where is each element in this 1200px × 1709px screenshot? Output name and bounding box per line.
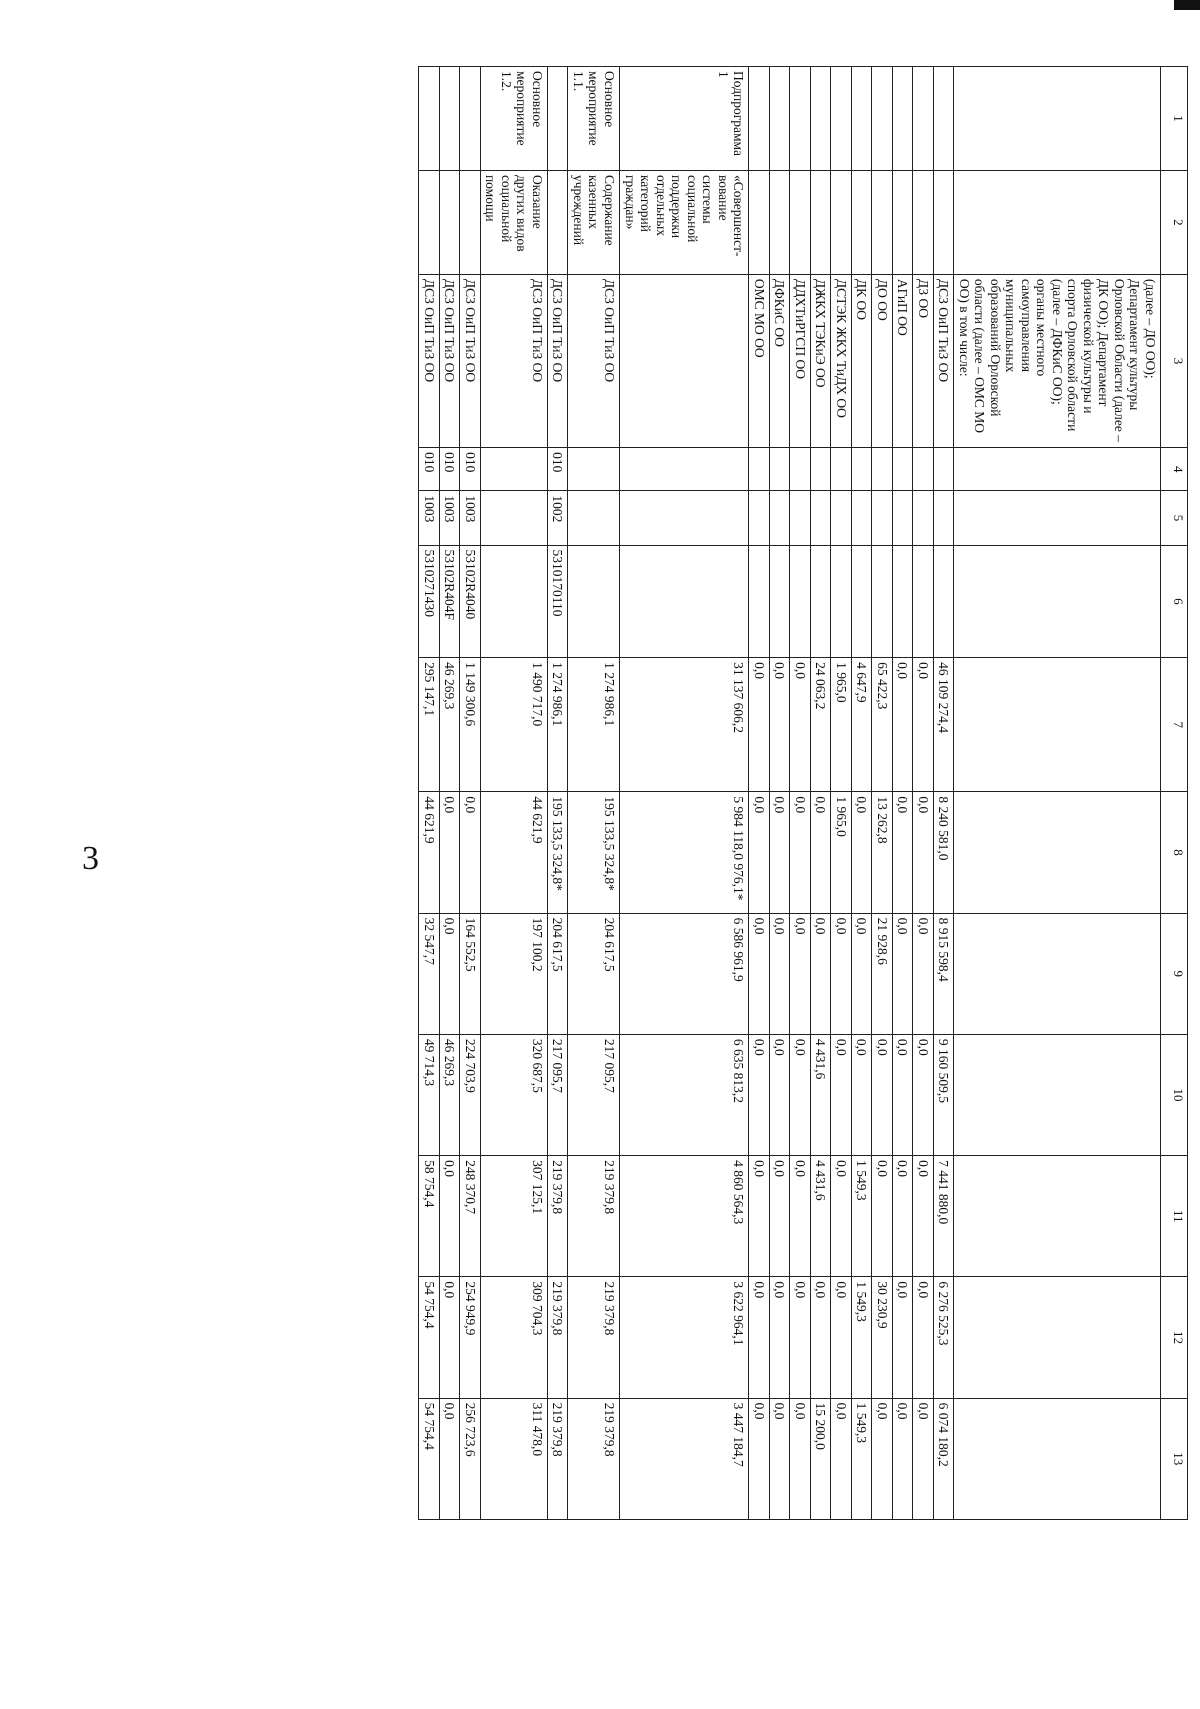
table-cell: ДСТЭК ЖКХ ТиДХ ОО [831,274,852,447]
table-cell: 1 490 717,0 [480,658,547,792]
table-cell: 21 928,6 [872,913,893,1034]
table-cell: 010 [439,448,460,491]
table-cell [790,491,811,545]
table-cell [749,448,770,491]
table-cell: 0,0 [810,792,831,913]
table-cell [954,658,1161,792]
table-cell [872,545,893,658]
table-cell [419,170,440,274]
table-cell: 1 274 986,1 [568,658,620,792]
table-cell [892,170,913,274]
table-cell: 0,0 [810,913,831,1034]
table-row [460,67,481,1520]
table-cell: 197 100,2 [480,913,547,1034]
table-cell: ДО ОО [872,274,893,447]
table-cell: 1003 [439,491,460,545]
table-cell: 0,0 [769,1398,790,1519]
table-cell: 46 269,3 [439,658,460,792]
table-cell [480,545,547,658]
table-cell: 6 635 813,2 [620,1034,749,1155]
table-cell [810,491,831,545]
table-cell: 0,0 [872,1034,893,1155]
table-cell [892,491,913,545]
column-number-cell: 3 [1161,274,1188,447]
table-cell [872,491,893,545]
table-cell [933,170,954,274]
column-number-cell: 11 [1161,1156,1188,1277]
table-cell: 49 714,3 [419,1034,440,1155]
table-cell: 0,0 [769,792,790,913]
table-cell: ДЖКХ ТЭКиЭ ОО [810,274,831,447]
table-cell: ДСЗ ОиП ТиЗ ОО [547,274,568,447]
table-cell: 4 431,6 [810,1034,831,1155]
table-cell: 0,0 [749,792,770,913]
table-cell: 58 754,4 [419,1156,440,1277]
table-cell: 4 860 564,3 [620,1156,749,1277]
table-cell: 0,0 [872,1156,893,1277]
table-row [913,67,934,1520]
table-cell: 0,0 [913,1398,934,1519]
table-cell: 219 379,8 [568,1277,620,1398]
table-cell: 5 984 118,0 976,1* [620,792,749,913]
table-cell: ДСЗ ОиП ТиЗ ОО [419,274,440,447]
table-cell [851,170,872,274]
table-cell: 6 074 180,2 [933,1398,954,1519]
table-cell [480,491,547,545]
table-cell [913,170,934,274]
table-cell: 217 095,7 [547,1034,568,1155]
table-cell: 0,0 [831,913,852,1034]
table-cell: 0,0 [749,1398,770,1519]
table-cell [769,448,790,491]
table-cell: ДДХТиРГСП ОО [790,274,811,447]
table-cell: ДСЗ ОиП ТиЗ ОО [568,274,620,447]
table-cell: 254 949,9 [460,1277,481,1398]
table-cell: 0,0 [872,1398,893,1519]
table-cell [810,448,831,491]
table-cell [810,545,831,658]
table-cell [954,1277,1161,1398]
table-cell: 010 [547,448,568,491]
column-number-cell: 12 [1161,1277,1188,1398]
table-cell: 311 478,0 [480,1398,547,1519]
table-cell: 1 274 986,1 [547,658,568,792]
table-cell: 6 276 525,3 [933,1277,954,1398]
column-number-row [1161,67,1188,1520]
table-cell: 195 133,5 324,8* [547,792,568,913]
table-cell: 1 965,0 [831,792,852,913]
table-row [954,67,1161,1520]
table-cell [831,67,852,171]
table-cell: 31 137 606,2 [620,658,749,792]
table-cell: 30 230,9 [872,1277,893,1398]
table-cell: 164 552,5 [460,913,481,1034]
table-cell: 4 431,6 [810,1156,831,1277]
table-cell [831,448,852,491]
table-cell: ДСЗ ОиП ТиЗ ОО [439,274,460,447]
table-cell [913,545,934,658]
table-cell: 46 269,3 [439,1034,460,1155]
table-cell: 0,0 [769,1156,790,1277]
column-number-cell: 8 [1161,792,1188,913]
table-cell: 1 965,0 [831,658,852,792]
table-row [620,67,749,1520]
table-cell: 309 704,3 [480,1277,547,1398]
table-cell: 3 447 184,7 [620,1398,749,1519]
table-cell: (далее – ДО ОО); Департамент культуры Орловской Области (далее – ДК ОО); Департамент физической культуры и спорта Орловской области (далее – ДФКиС ОО); органы местного самоуправления муниципальных образований Орловской области (далее – ОМС МО ОО) в том числе: [954,274,1161,447]
table-cell: «Совершенст- вование системы социальной поддержки отдельных категорий граждан» [620,170,749,274]
table-cell: 204 617,5 [568,913,620,1034]
table-cell [933,545,954,658]
table-cell [933,448,954,491]
table-cell: 0,0 [460,792,481,913]
table-cell [620,274,749,447]
table-cell [769,491,790,545]
table-cell [419,67,440,171]
table-cell [790,448,811,491]
table-cell: 0,0 [831,1277,852,1398]
table-cell: 307 125,1 [480,1156,547,1277]
table-cell: 6 586 961,9 [620,913,749,1034]
table-cell [954,545,1161,658]
table-cell: 0,0 [790,1277,811,1398]
table-cell: 0,0 [749,1034,770,1155]
table-cell: 0,0 [913,1156,934,1277]
table-cell: 010 [460,448,481,491]
table-cell [831,545,852,658]
table-cell [954,792,1161,913]
table-cell: ДСЗ ОиП ТиЗ ОО [933,274,954,447]
table-cell: 0,0 [831,1034,852,1155]
table-cell: 0,0 [790,658,811,792]
table-cell [749,545,770,658]
table-cell [872,170,893,274]
table-cell: 1 149 300,6 [460,658,481,792]
table-cell: 0,0 [439,1398,460,1519]
table-cell: Оказание других видов социальной помощи [480,170,547,274]
table-row [749,67,770,1520]
table-row [872,67,893,1520]
table-cell: 44 621,9 [419,792,440,913]
table-cell: 3 622 964,1 [620,1277,749,1398]
table-cell [810,170,831,274]
table-cell: Содержание казенных учреждений [568,170,620,274]
table-cell: 1003 [419,491,440,545]
table-row [769,67,790,1520]
table-cell: 217 095,7 [568,1034,620,1155]
table-cell: 53102R4040 [460,545,481,658]
table-cell: 54 754,4 [419,1398,440,1519]
table-cell [954,1398,1161,1519]
table-cell [439,170,460,274]
table-cell [954,170,1161,274]
table-cell [831,491,852,545]
table-cell: 13 262,8 [872,792,893,913]
table-cell: 0,0 [790,1034,811,1155]
table-cell: 0,0 [892,1398,913,1519]
table-cell: ДСЗ ОиП ТиЗ ОО [480,274,547,447]
table-cell [790,545,811,658]
table-cell: 219 379,8 [547,1156,568,1277]
table-cell [933,67,954,171]
table-cell: 4 647,9 [851,658,872,792]
table-cell [749,170,770,274]
document-table-container [276,66,1188,1520]
table-cell [892,67,913,171]
table-cell: 204 617,5 [547,913,568,1034]
table-cell [892,448,913,491]
column-number-cell: 6 [1161,545,1188,658]
page-number: 3 [82,840,99,877]
table-row [419,67,440,1520]
table-cell [547,67,568,171]
table-cell [851,491,872,545]
corner-mark [1174,0,1200,10]
table-cell [954,67,1161,171]
column-number-cell: 13 [1161,1398,1188,1519]
table-cell: 8 915 598,4 [933,913,954,1034]
table-cell: 8 240 581,0 [933,792,954,913]
table-cell: 0,0 [892,1277,913,1398]
table-cell [831,170,852,274]
column-number-cell: 9 [1161,913,1188,1034]
table-cell: 219 379,8 [568,1156,620,1277]
table-cell [769,545,790,658]
table-cell: 0,0 [769,1277,790,1398]
table-cell: 1003 [460,491,481,545]
table-cell: ДФКиС ОО [769,274,790,447]
table-cell [851,67,872,171]
table-cell: 320 687,5 [480,1034,547,1155]
table-cell [872,448,893,491]
table-row [851,67,872,1520]
table-cell: 24 063,2 [810,658,831,792]
table-cell [933,491,954,545]
table-cell: 0,0 [913,1277,934,1398]
table-cell [954,1156,1161,1277]
table-cell: 0,0 [851,1034,872,1155]
table-row [790,67,811,1520]
table-cell: 0,0 [913,792,934,913]
table-cell: 256 723,6 [460,1398,481,1519]
table-cell: 1 549,3 [851,1156,872,1277]
table-cell: 295 147,1 [419,658,440,792]
table-cell: ОМС МО ОО [749,274,770,447]
table-cell: 0,0 [769,658,790,792]
table-cell: Основное мероприятие 1.2. [480,67,547,171]
table-cell [892,545,913,658]
column-number-cell: 2 [1161,170,1188,274]
table-cell: 0,0 [892,658,913,792]
table-cell: АГиП ОО [892,274,913,447]
table-cell: 5310271430 [419,545,440,658]
table-cell [810,67,831,171]
table-cell [913,491,934,545]
table-cell: 0,0 [851,913,872,1034]
table-row [933,67,954,1520]
table-cell: 9 160 509,5 [933,1034,954,1155]
table-cell: 219 379,8 [547,1277,568,1398]
table-cell: 195 133,5 324,8* [568,792,620,913]
table-cell: 7 441 880,0 [933,1156,954,1277]
table-cell [547,170,568,274]
table-cell: 0,0 [892,913,913,1034]
column-number-cell: 5 [1161,491,1188,545]
column-number-cell: 10 [1161,1034,1188,1155]
table-row [892,67,913,1520]
table-cell: 0,0 [790,1156,811,1277]
table-cell [913,448,934,491]
table-cell: ДЗ ОО [913,274,934,447]
table-cell: 32 547,7 [419,913,440,1034]
table-cell: 219 379,8 [547,1398,568,1519]
table-cell: Подпрограмма 1 [620,67,749,171]
table-cell: 0,0 [749,913,770,1034]
table-cell [769,67,790,171]
table-cell [954,448,1161,491]
table-cell: Основное мероприятие 1.1. [568,67,620,171]
table-cell: 0,0 [439,1156,460,1277]
table-cell: 0,0 [439,792,460,913]
table-cell: 0,0 [892,1156,913,1277]
table-cell: 0,0 [913,658,934,792]
table-cell [872,67,893,171]
table-cell [620,448,749,491]
table-cell: 0,0 [769,913,790,1034]
table-cell [460,67,481,171]
table-cell: 0,0 [439,913,460,1034]
table-cell: 53102R404F [439,545,460,658]
table-cell [568,491,620,545]
table-cell [790,67,811,171]
table-cell: 0,0 [439,1277,460,1398]
table-cell [620,545,749,658]
table-row [439,67,460,1520]
table-cell [749,67,770,171]
table-row [810,67,831,1520]
column-number-cell: 1 [1161,67,1188,171]
table-cell [954,491,1161,545]
table-cell [851,545,872,658]
table-cell: 0,0 [892,792,913,913]
table-cell: 224 703,9 [460,1034,481,1155]
table-row [480,67,547,1520]
table-cell: 46 109 274,4 [933,658,954,792]
table-cell: 0,0 [831,1398,852,1519]
table-cell: 0,0 [892,1034,913,1155]
table-row [568,67,620,1520]
table-cell: 0,0 [790,792,811,913]
table-cell: 15 200,0 [810,1398,831,1519]
table-cell [480,448,547,491]
table-cell [439,67,460,171]
table-cell [460,170,481,274]
table-cell [913,67,934,171]
table-cell: 0,0 [913,913,934,1034]
table-cell: 0,0 [831,1156,852,1277]
table-cell [851,448,872,491]
table-cell: ДК ОО [851,274,872,447]
table-cell: 0,0 [851,792,872,913]
table-cell: 1002 [547,491,568,545]
table-row [831,67,852,1520]
table-cell [568,545,620,658]
table-cell: 010 [419,448,440,491]
table-cell: 248 370,7 [460,1156,481,1277]
table-cell: 0,0 [769,1034,790,1155]
table-cell: 65 422,3 [872,658,893,792]
table-cell: 219 379,8 [568,1398,620,1519]
column-number-cell: 4 [1161,448,1188,491]
table-cell [954,913,1161,1034]
table-cell: 1 549,3 [851,1398,872,1519]
table-cell [568,448,620,491]
table-cell: 0,0 [749,1277,770,1398]
column-number-cell: 7 [1161,658,1188,792]
table-cell: 0,0 [810,1277,831,1398]
table-cell: 44 621,9 [480,792,547,913]
table-cell: 0,0 [790,913,811,1034]
table-cell [749,491,770,545]
table-cell [954,1034,1161,1155]
table-cell [769,170,790,274]
table-row [547,67,568,1520]
table-cell: 5310170110 [547,545,568,658]
table-cell: 1 549,3 [851,1277,872,1398]
table-cell [790,170,811,274]
budget-table [418,66,1188,1520]
table-cell [620,491,749,545]
table-cell: 0,0 [749,1156,770,1277]
table-cell: 54 754,4 [419,1277,440,1398]
table-cell: ДСЗ ОиП ТиЗ ОО [460,274,481,447]
table-cell: 0,0 [913,1034,934,1155]
table-cell: 0,0 [790,1398,811,1519]
table-cell: 0,0 [749,658,770,792]
